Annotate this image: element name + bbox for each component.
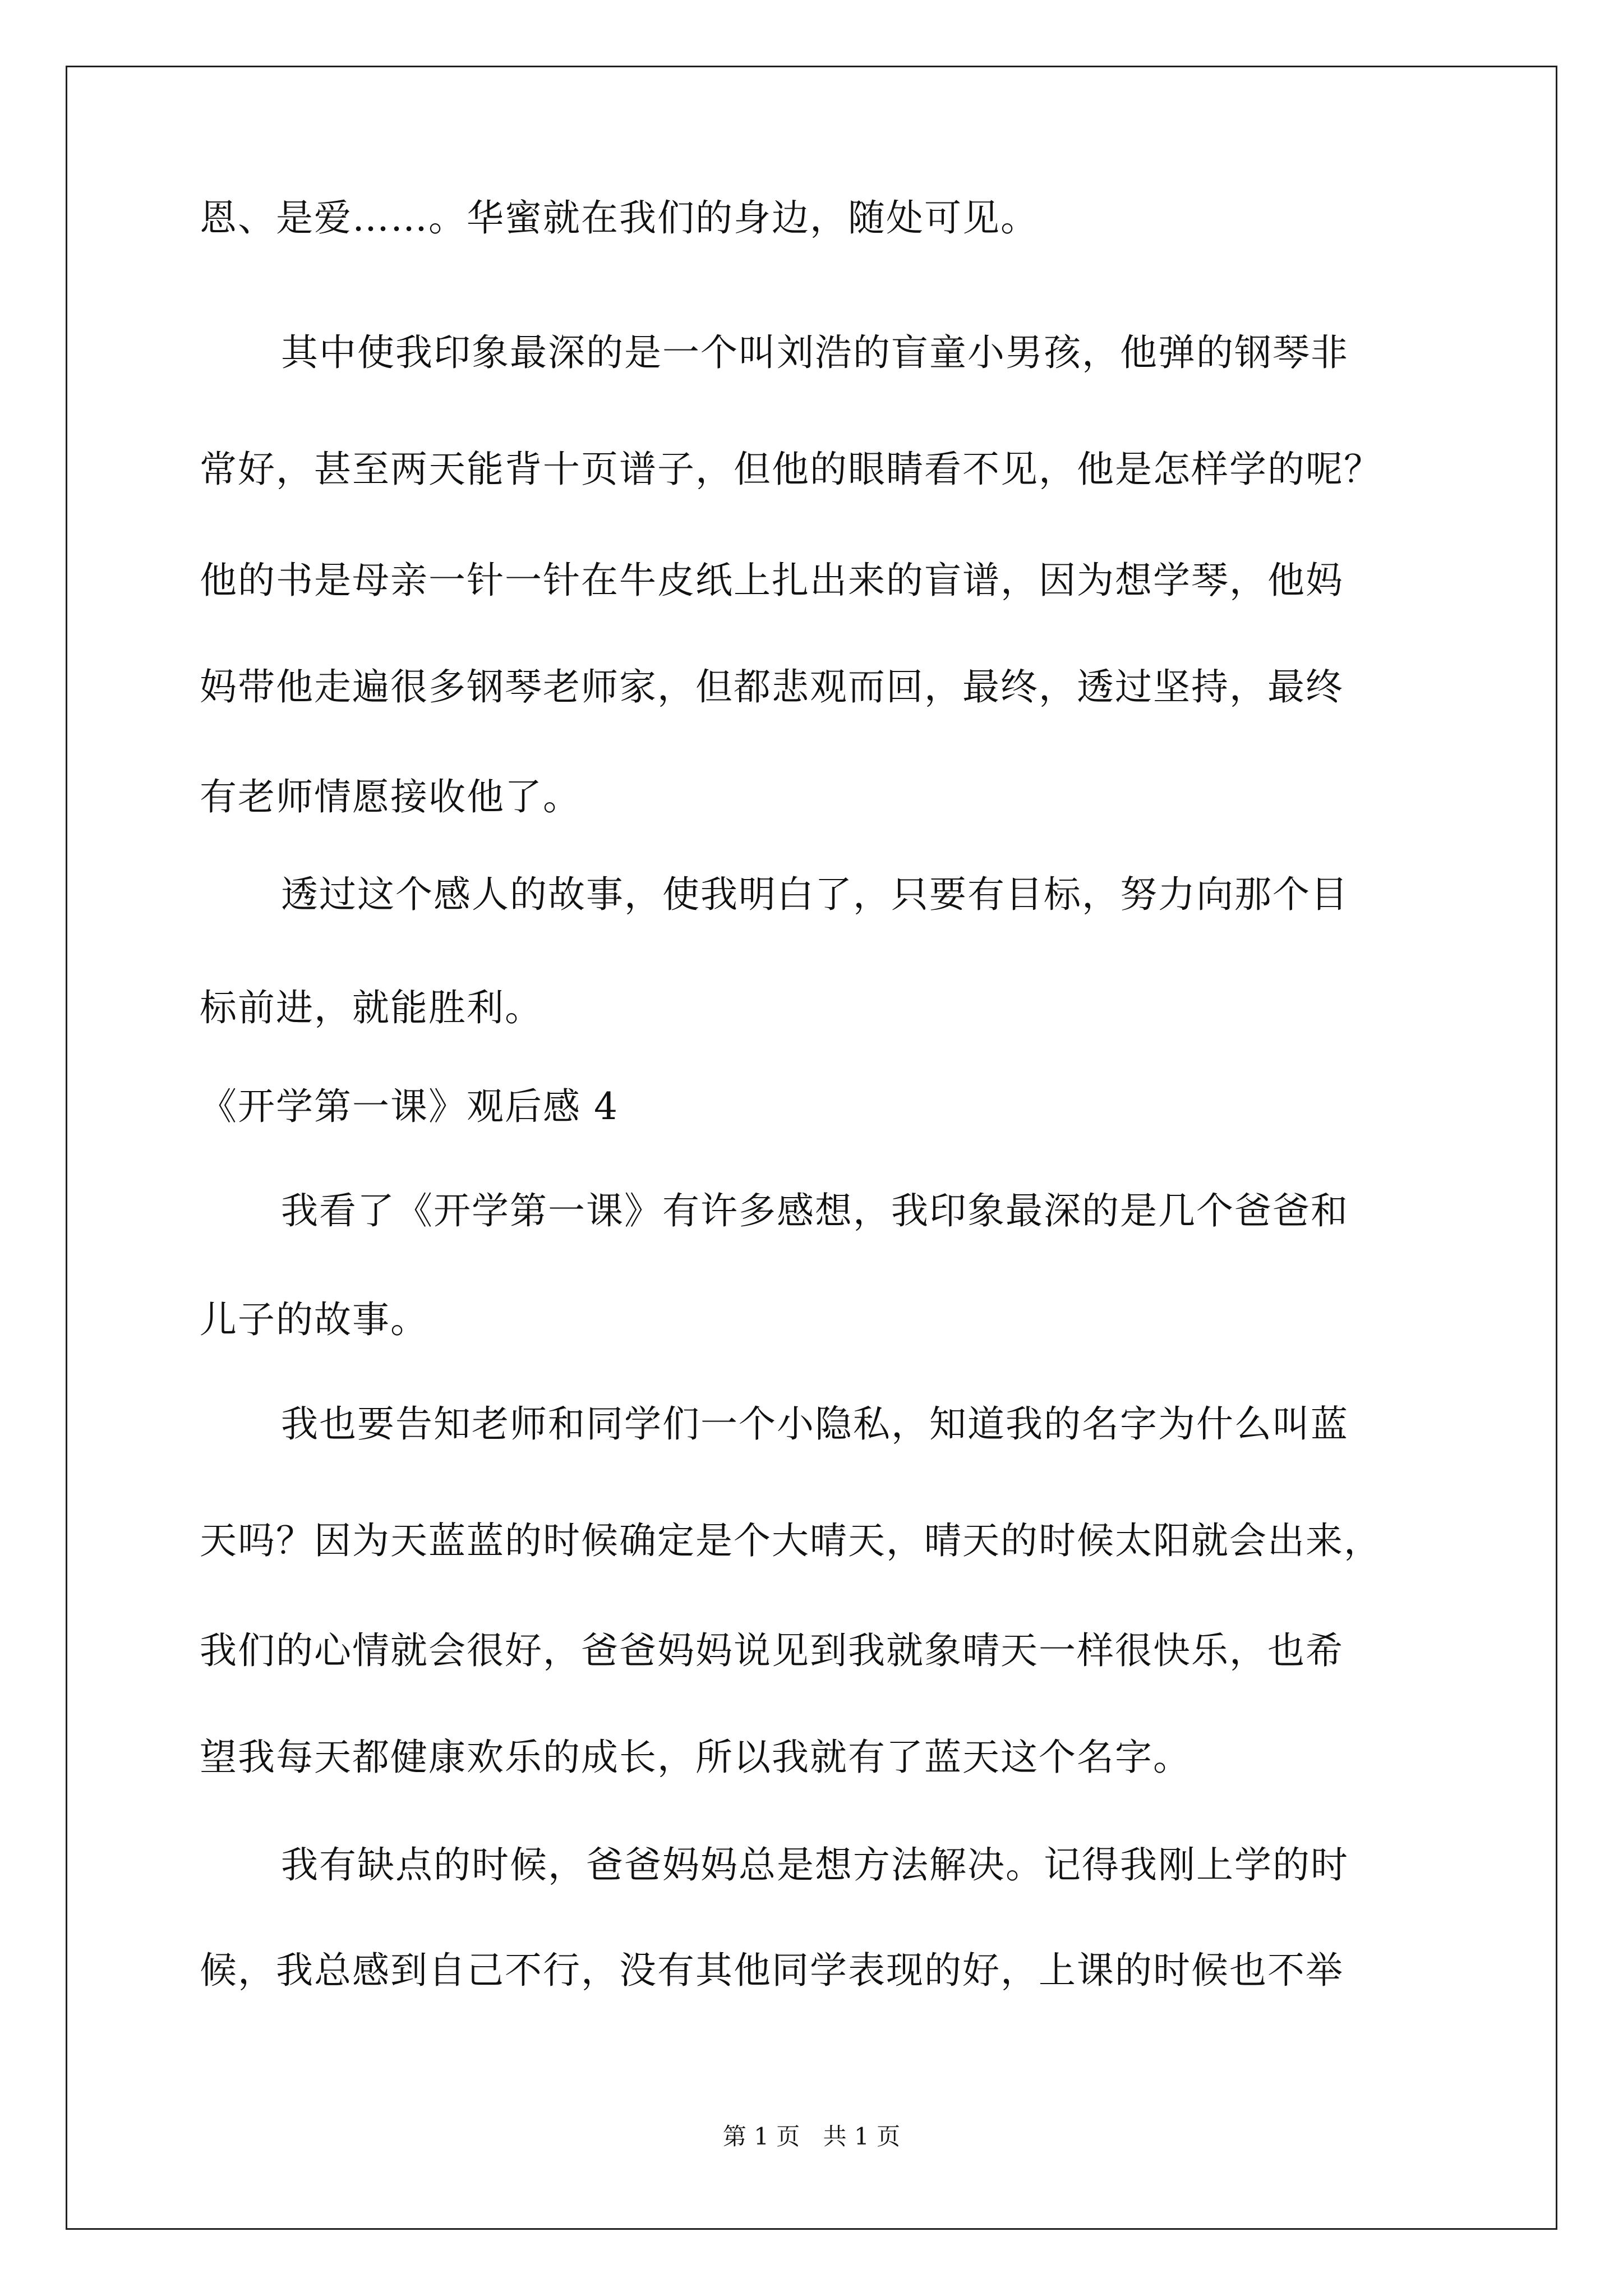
text-line: 标前进，就能胜利。 (200, 986, 543, 1029)
text-line: 我们的心情就会很好，爸爸妈妈说见到我就象晴天一样很快乐，也希 (200, 1629, 1344, 1672)
text-line: 恩、是爱……。华蜜就在我们的身边，随处可见。 (200, 196, 1039, 240)
page-footer (0, 2125, 1623, 2148)
text-line: 我也要告知老师和同学们一个小隐私，知道我的名字为什么叫蓝 (281, 1402, 1349, 1446)
page-total: 共 1 页 (823, 2123, 901, 2150)
text-line: 天吗？因为天蓝蓝的时候确定是个大晴天，晴天的时候太阳就会出来， (200, 1519, 1382, 1562)
text-line: 我有缺点的时候，爸爸妈妈总是想方法解决。记得我刚上学的时 (281, 1843, 1349, 1887)
text-line: 我看了《开学第一课》有许多感想，我印象最深的是几个爸爸和 (281, 1189, 1349, 1232)
text-line: 儿子的故事。 (200, 1298, 428, 1341)
text-line: 常好，甚至两天能背十页谱子，但他的眼睛看不见，他是怎样学的呢？ (200, 448, 1382, 491)
page-frame (66, 66, 1557, 2230)
text-line: 望我每天都健康欢乐的成长，所以我就有了蓝天这个名字。 (200, 1736, 1191, 1779)
text-line: 透过这个感人的故事，使我明白了，只要有目标，努力向那个目 (281, 873, 1349, 916)
text-line: 有老师情愿接收他了。 (200, 775, 581, 818)
section-heading: 《开学第一课》观后感 4 (200, 1085, 619, 1128)
text-line: 候，我总感到自己不行，没有其他同学表现的好，上课的时候也不举 (200, 1949, 1344, 1992)
page-number: 第 1 页 (722, 2123, 800, 2150)
text-line: 他的书是母亲一针一针在牛皮纸上扎出来的盲谱，因为想学琴，他妈 (200, 559, 1344, 602)
text-line: 妈带他走遍很多钢琴老师家，但都悲观而回，最终，透过坚持，最终 (200, 665, 1344, 708)
text-line: 其中使我印象最深的是一个叫刘浩的盲童小男孩，他弹的钢琴非 (281, 331, 1349, 374)
